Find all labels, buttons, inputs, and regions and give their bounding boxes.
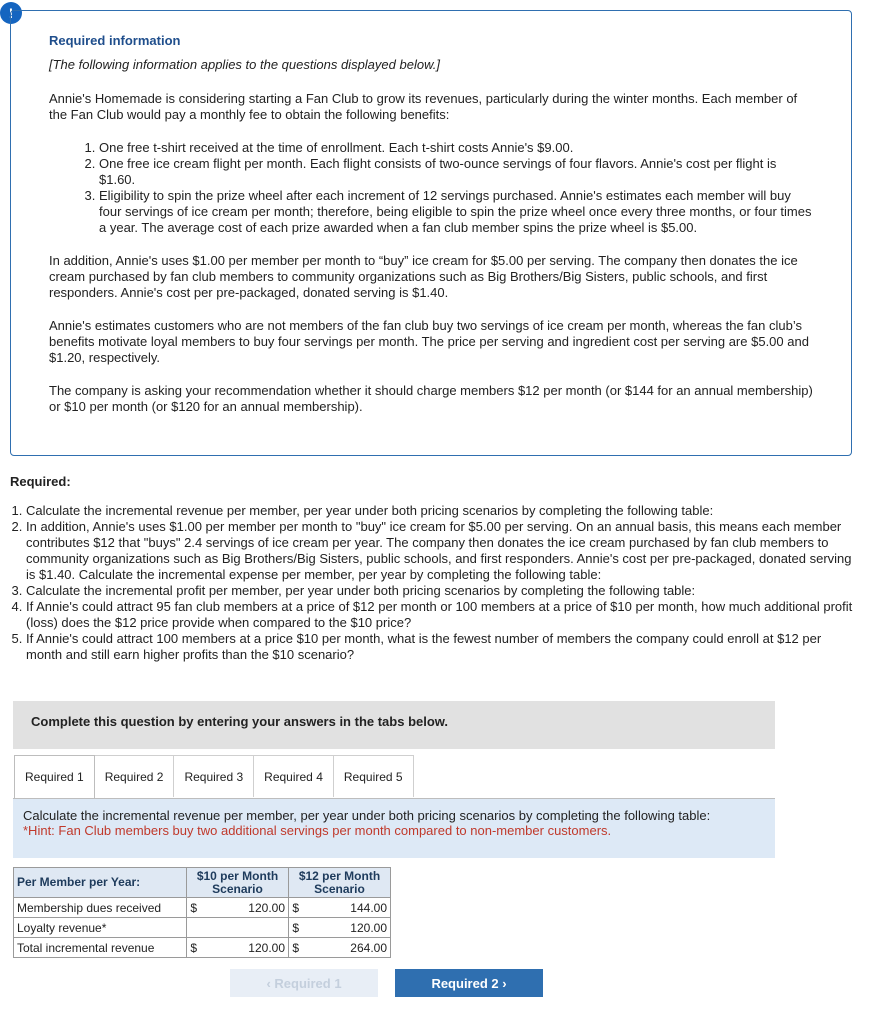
info-customers-paragraph: Annie's estimates customers who are not members of the fan club buy two servings of ice cream per month, whereas the fan club’s benefits motivate loyal members to buy four servings per month. The price per serving and ingredient cost per serving are $5.00 and $1.20, respectively. bbox=[49, 318, 809, 365]
revenue-table bbox=[13, 867, 391, 958]
required-item: 4. If Annie's could attract 95 fan club members at a price of $12 per month or 100 members at a price of $10 per month, how much additional profit (loss) does the $12 price provide when compared to the $10 price? bbox=[26, 599, 855, 631]
required-heading: Required: bbox=[10, 474, 71, 489]
tab-required-3[interactable]: Required 3 bbox=[174, 755, 254, 797]
answer-cell[interactable]: 120.00 bbox=[201, 898, 289, 918]
answer-cell[interactable]: 264.00 bbox=[303, 938, 391, 958]
info-title: Required information bbox=[49, 33, 181, 48]
row-header: Per Member per Year: bbox=[14, 868, 187, 898]
benefit-item: 2. One free ice cream flight per month. Each flight consists of two-ounce servings of four flavors. Annie's cost per flight is $1.60. bbox=[99, 156, 813, 188]
table-row bbox=[14, 898, 391, 918]
col-header-10 bbox=[187, 868, 289, 898]
required-item: 3. Calculate the incremental profit per member, per year under both pricing scenarios by completing the following table: bbox=[26, 583, 855, 599]
required-item: 1. Calculate the incremental revenue per member, per year under both pricing scenarios by completing the following table: bbox=[26, 503, 855, 519]
required-item: 2. In addition, Annie's uses $1.00 per member per month to "buy" ice cream for $5.00 per serving. On an annual basis, this means each member contributes $12 that "buys" 2.4 servings of ice cream per year. The company then donates the ice cream purchased by fan club members to community organizations such as Big Brothers/Big Sisters, public schools, and first responders. Annie's cost per pre-packaged, donated serving is $1.40. Calculate the incremental expense per member, per year by completing the following table: bbox=[26, 519, 855, 583]
row-label: Total incremental revenue bbox=[14, 938, 187, 958]
prompt-text: Calculate the incremental revenue per member, per year under both pricing scenarios by completing the following table: bbox=[23, 808, 711, 823]
info-intro: Annie's Homemade is considering starting a Fan Club to grow its revenues, particularly during the winter months. Each member of the Fan Club would pay a monthly fee to obtain the following benefits: bbox=[49, 91, 798, 122]
tab-required-5[interactable]: Required 5 bbox=[334, 755, 414, 797]
info-question-paragraph: The company is asking your recommendation whether it should charge members $12 per month (or $144 for an annual membership) or $10 per month (or $120 for an annual membership). bbox=[49, 383, 813, 414]
instruction-bar: Complete this question by entering your answers in the tabs below. bbox=[13, 701, 775, 749]
tab-bar bbox=[14, 755, 414, 799]
required-list bbox=[10, 503, 855, 663]
tab-required-2[interactable]: Required 2 bbox=[95, 755, 175, 797]
currency-symbol: $ bbox=[289, 938, 303, 958]
col-header-12-line1: $12 per Month bbox=[298, 868, 381, 883]
table-header-row bbox=[14, 868, 391, 898]
benefits-list bbox=[49, 140, 813, 236]
col-header-10-line2: Scenario bbox=[212, 881, 263, 896]
table-row bbox=[14, 918, 391, 938]
hint-text: *Hint: Fan Club members buy two additional servings per month compared to non-member customers. bbox=[23, 823, 612, 838]
currency-symbol bbox=[187, 918, 201, 938]
info-subtitle: [The following information applies to the questions displayed below.] bbox=[49, 57, 440, 72]
question-prompt-panel bbox=[13, 798, 775, 858]
tab-required-1[interactable]: Required 1 bbox=[14, 755, 95, 799]
previous-required-button[interactable]: ‹ Required 1 bbox=[230, 969, 378, 997]
row-label: Loyalty revenue* bbox=[14, 918, 187, 938]
currency-symbol: $ bbox=[289, 918, 303, 938]
tab-required-4[interactable]: Required 4 bbox=[254, 755, 334, 797]
required-information-box bbox=[10, 10, 852, 456]
row-label: Membership dues received bbox=[14, 898, 187, 918]
col-header-12 bbox=[289, 868, 391, 898]
answer-cell[interactable] bbox=[201, 918, 289, 938]
required-item: 5. If Annie's could attract 100 members at a price $10 per month, what is the fewest number of members the company could enroll at $12 per month and still earn higher profits than the $10 scenario? bbox=[26, 631, 855, 663]
benefit-item: 1. One free t-shirt received at the time of enrollment. Each t-shirt costs Annie's $9.00. bbox=[99, 140, 813, 156]
currency-symbol: $ bbox=[187, 938, 201, 958]
answer-cell[interactable]: 120.00 bbox=[303, 918, 391, 938]
alert-icon: ! bbox=[0, 2, 22, 24]
currency-symbol: $ bbox=[187, 898, 201, 918]
answer-cell[interactable]: 120.00 bbox=[201, 938, 289, 958]
col-header-12-line2: Scenario bbox=[314, 881, 365, 896]
col-header-10-line1: $10 per Month bbox=[196, 868, 279, 883]
info-donation-paragraph: In addition, Annie's uses $1.00 per member per month to “buy” ice cream for $5.00 per serving. The company then donates the ice cream purchased by fan club members to community organizations such as Big Brothers/Big Sisters, public schools, and first responders. Annie's cost per pre-packaged, donated serving is $1.40. bbox=[49, 253, 798, 300]
answer-cell[interactable]: 144.00 bbox=[303, 898, 391, 918]
benefit-item: 3. Eligibility to spin the prize wheel after each increment of 12 servings purchased. Annie's estimates each member will buy four servings of ice cream per month; therefore, being eligible to spin the prize wheel once every three months, or four times a year. The average cost of each prize awarded when a fan club member spins the prize wheel is $5.00. bbox=[99, 188, 813, 236]
next-required-button[interactable]: Required 2 › bbox=[395, 969, 543, 997]
currency-symbol: $ bbox=[289, 898, 303, 918]
table-row bbox=[14, 938, 391, 958]
